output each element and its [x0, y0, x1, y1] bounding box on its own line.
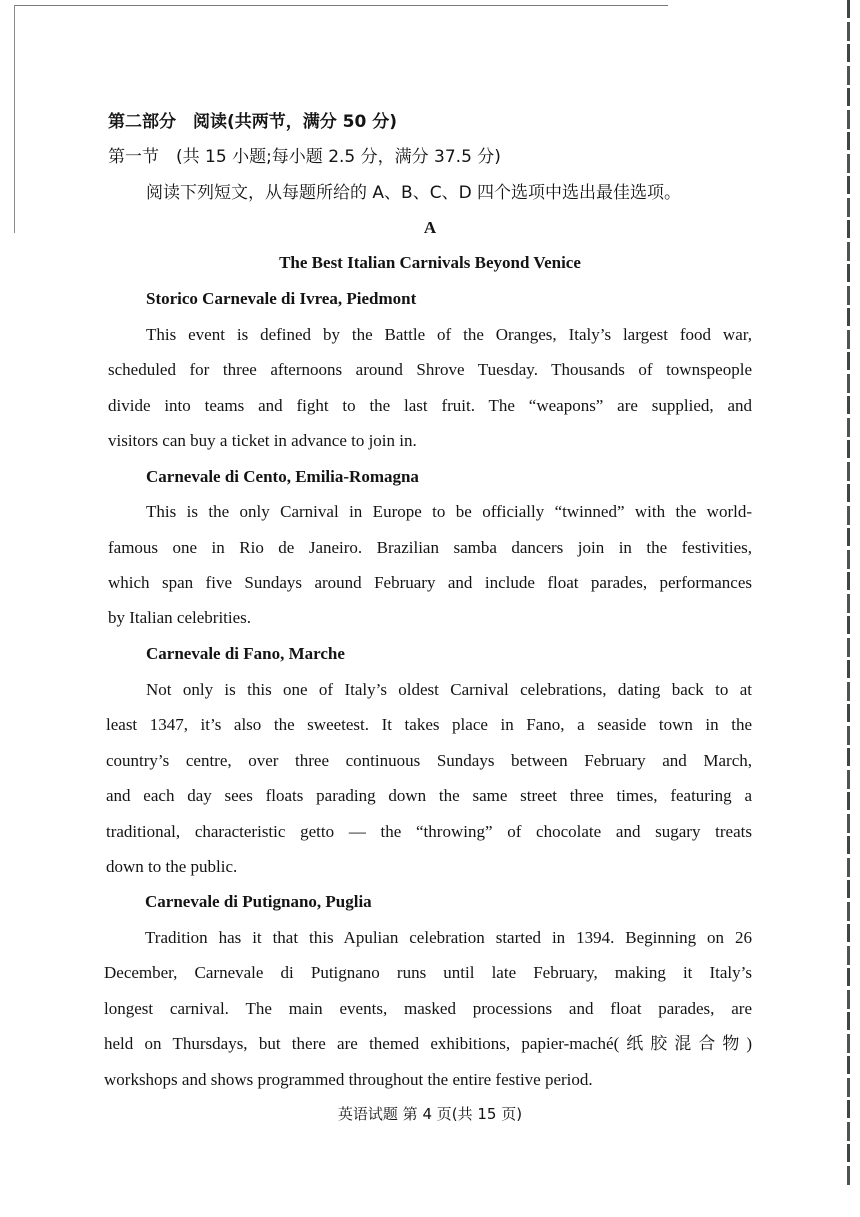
paragraph-line: by Italian celebrities.: [108, 608, 252, 627]
paragraph-line: workshops and shows programmed throughout the entire festive period.: [104, 1070, 593, 1089]
section-heading: 第一节 (共 15 小题;每小题 2.5 分，满分 37.5 分): [108, 147, 501, 167]
paragraph-line: and each day sees floats parading down the same street three times, featuring a: [106, 786, 752, 805]
paragraph-line: least 1347, it’s also the sweetest. It takes place in Fano, a seaside town in the: [106, 715, 752, 734]
paragraph-line: traditional, characteristic getto — the “throwing” of chocolate and sugary treats: [106, 822, 752, 841]
paragraph-line: famous one in Rio de Janeiro. Brazilian samba dancers join in the festivities,: [108, 538, 752, 557]
instructions: 阅读下列短文，从每题所给的 A、B、C、D 四个选项中选出最佳选项。: [146, 183, 682, 203]
passage-label: A: [423, 218, 437, 237]
section-heading-putignano: Carnevale di Putignano, Puglia: [145, 892, 372, 911]
paragraph-line: visitors can buy a ticket in advance to join in.: [108, 431, 417, 450]
section-heading-ivrea: Storico Carnevale di Ivrea, Piedmont: [146, 289, 417, 308]
paragraph-line: December, Carnevale di Putignano runs until late February, making it Italy’s: [104, 963, 752, 982]
section-heading-fano: Carnevale di Fano, Marche: [146, 644, 345, 663]
paragraph-line: This is the only Carnival in Europe to be officially “twinned” with the world-: [146, 502, 752, 521]
section-heading-cento: Carnevale di Cento, Emilia-Romagna: [146, 467, 419, 486]
paragraph-line: Not only is this one of Italy’s oldest Carnival celebrations, dating back to at: [146, 680, 752, 699]
paragraph-line: which span five Sundays around February and include float parades, performances: [108, 573, 752, 592]
part-heading: 第二部分 阅读(共两节，满分 50 分): [108, 112, 398, 132]
page-footer: 英语试题 第 4 页(共 15 页): [337, 1105, 523, 1123]
paragraph-line: held on Thursdays, but there are themed exhibitions, papier-maché(纸胶混合物): [104, 1034, 752, 1053]
paragraph-line: Tradition has it that this Apulian celebration started in 1394. Beginning on 26: [145, 928, 752, 947]
passage-title: The Best Italian Carnivals Beyond Venice: [279, 253, 581, 272]
paragraph-line: down to the public.: [106, 857, 238, 876]
paragraph-line: country’s centre, over three continuous Sundays between February and March,: [106, 751, 752, 770]
paragraph-line: divide into teams and fight to the last fruit. The “weapons” are supplied, and: [108, 396, 752, 415]
paragraph-line: scheduled for three afternoons around Shrove Tuesday. Thousands of townspeople: [108, 360, 752, 379]
paragraph-line: longest carnival. The main events, masked processions and float parades, are: [104, 999, 752, 1018]
paragraph-line: This event is defined by the Battle of the Oranges, Italy’s largest food war,: [146, 325, 752, 344]
